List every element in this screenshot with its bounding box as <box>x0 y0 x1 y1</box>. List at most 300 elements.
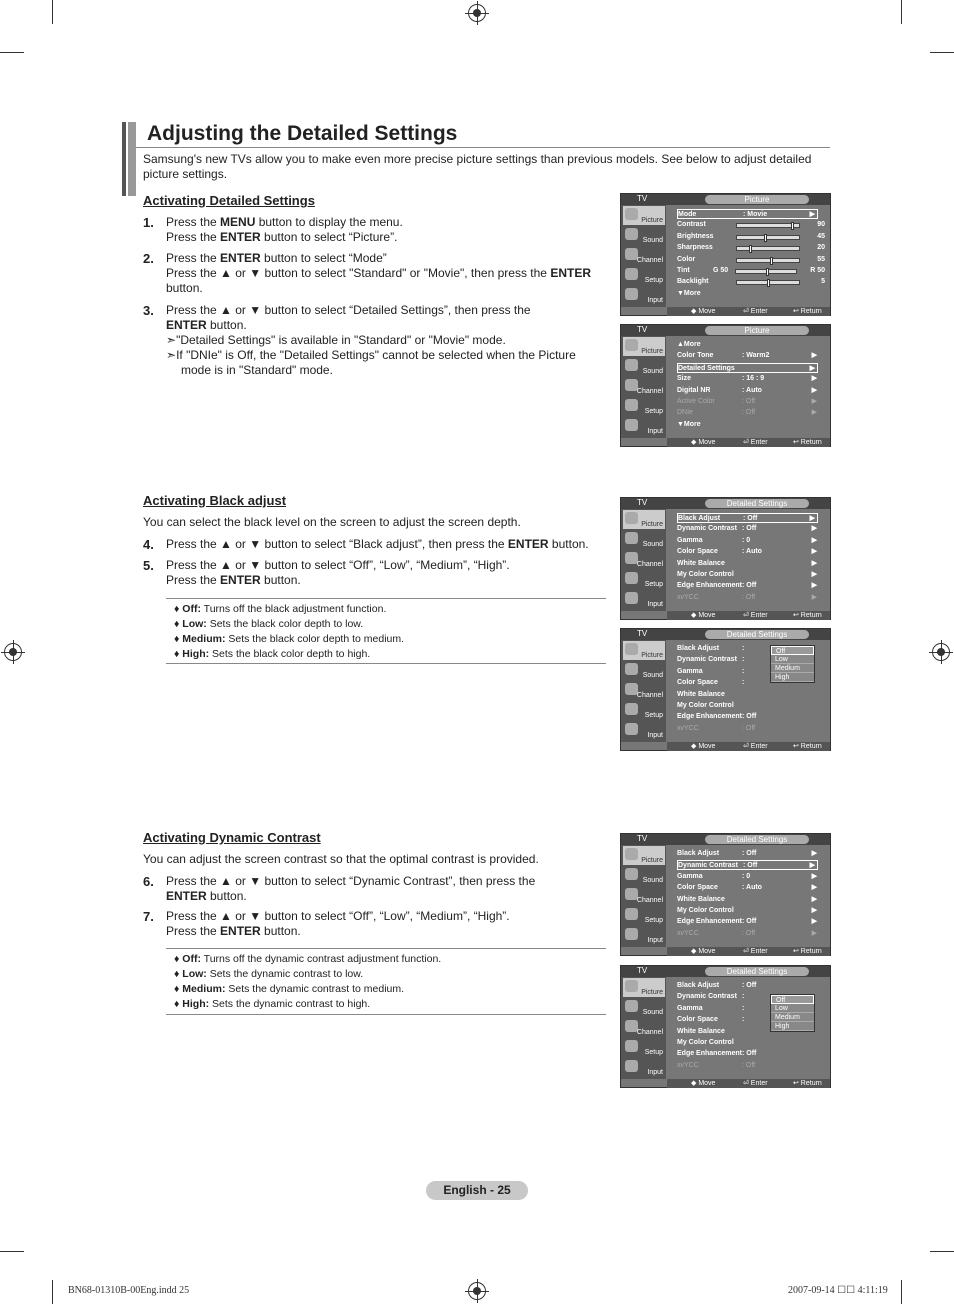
osd-row-label: Dynamic Contrast <box>677 656 737 664</box>
osd-row-value: : Off <box>743 515 758 522</box>
osd-row-value: : Off <box>742 398 756 405</box>
osd-row-label: Dynamic Contrast <box>677 525 737 533</box>
osd-sidebar-label: Input <box>647 297 663 304</box>
osd-row-arrow: ▶ <box>811 850 817 857</box>
osd-row-label: Color <box>677 255 696 263</box>
osd-menu-body <box>667 336 830 438</box>
step-text: Press the ENTER button to select “Mode” Press the ▲ or ▼ button to select "Standard" or "Movie", then press the ENTER button. <box>166 251 591 295</box>
step-number: 3. <box>143 303 154 318</box>
osd-tv-label: TV <box>637 966 648 975</box>
osd-popup-option: Off <box>771 646 814 655</box>
osd-row-value: : Auto <box>742 548 762 556</box>
osd-menu-row <box>677 397 827 407</box>
osd-row-label: ▲More <box>677 341 701 348</box>
osd-title-bar <box>621 629 830 640</box>
osd-row-value: : <box>742 993 745 1001</box>
osd-slider-knob <box>767 279 770 287</box>
osd-menu-row <box>677 266 827 276</box>
osd-popup-option: Low <box>771 655 814 664</box>
osd-row-label: Backlight <box>677 278 709 286</box>
osd-sidebar-label: Channel <box>636 388 663 395</box>
osd-row-label: Tint <box>677 267 690 274</box>
osd-sidebar-item <box>623 1038 665 1057</box>
osd-row-value: : Off <box>742 1061 756 1069</box>
osd-title-bar <box>621 325 830 336</box>
osd-slider <box>736 258 800 263</box>
osd-popup-option: Medium <box>771 1013 814 1022</box>
osd-return-hint: ↩ Return <box>793 612 822 619</box>
step-number: 4. <box>143 537 154 552</box>
osd-sidebar-label: Input <box>647 601 663 608</box>
osd-sidebar-item <box>623 550 665 569</box>
osd-menu-caption: Detailed Settings <box>705 630 809 639</box>
osd-row-label: xvYCC <box>677 593 699 601</box>
osd-row-label: Edge Enhancement <box>677 1050 742 1058</box>
osd-row-label: xvYCC <box>677 929 699 937</box>
osd-menu-row <box>677 243 827 253</box>
osd-sidebar-item <box>623 906 665 925</box>
page-number: English - 25 <box>426 1181 528 1200</box>
osd-enter-hint: ⏎ Enter <box>743 439 768 446</box>
osd-sidebar-label: Sound <box>642 877 663 884</box>
osd-tv-label: TV <box>637 325 648 334</box>
osd-menu-row <box>677 363 818 373</box>
osd-menu-row <box>677 981 827 991</box>
osd-row-label: Edge Enhancement <box>677 713 742 721</box>
osd-row-arrow: ▶ <box>809 515 815 522</box>
osd-tv-label: TV <box>637 629 648 638</box>
osd-enter-hint: ⏎ Enter <box>743 308 768 315</box>
osd-row-value: : Off <box>742 593 756 601</box>
osd-row-label: Gamma <box>677 872 703 880</box>
registration-mark-right <box>932 643 950 661</box>
setup-icon <box>625 268 638 280</box>
osd-row-label: Contrast <box>677 221 706 229</box>
osd-bottom-bar <box>667 1079 830 1088</box>
osd-title-bar <box>621 966 830 977</box>
osd-row-arrow: ▶ <box>811 582 817 590</box>
osd-sidebar-item <box>623 246 665 265</box>
osd-row-label: ▼More <box>677 420 701 428</box>
osd-sidebar-item <box>623 570 665 589</box>
osd-bottom-bar <box>667 438 830 447</box>
osd-row-value: : Off <box>742 1050 757 1058</box>
osd-sidebar-item <box>623 978 665 997</box>
osd-menu-row <box>677 895 827 905</box>
osd-move-hint: ◆ Move <box>691 948 716 955</box>
osd-menu-row <box>677 420 827 430</box>
step-number: 7. <box>143 909 154 924</box>
footer-date: 2007-09-14 ☐☐ 4:11:19 <box>788 1285 888 1296</box>
osd-row-value: : <box>742 667 745 675</box>
osd-row-label: Black Adjust <box>677 645 720 652</box>
footer-filename: BN68-01310B-00Eng.indd 25 <box>68 1285 190 1296</box>
step-text: Press the MENU button to display the menu. Press the ENTER button to select “Picture”. <box>166 215 403 244</box>
osd-row-arrow: ▶ <box>811 398 817 405</box>
osd-sidebar-label: Setup <box>644 917 663 924</box>
picture-icon <box>625 643 638 655</box>
osd-row-label: Active Color <box>677 398 715 405</box>
osd-row-arrow: ▶ <box>809 211 815 218</box>
osd-popup-option: Low <box>771 1004 814 1013</box>
osd-sidebar-item <box>623 357 665 376</box>
intro-text: Samsung's new TVs allow you to make even more precise picture settings than previous models. See below to adjust detailed picture settings. <box>143 152 812 181</box>
osd-row-label: White Balance <box>677 1027 725 1035</box>
osd-sidebar-item <box>623 337 665 356</box>
osd-row-arrow: ▶ <box>811 536 817 544</box>
osd-tv-label: TV <box>637 194 648 203</box>
osd-return-hint: ↩ Return <box>793 1080 822 1087</box>
osd-menu-row <box>677 712 827 722</box>
registration-mark-top <box>468 4 486 22</box>
osd-row-value: : Off <box>742 929 756 937</box>
input-icon <box>625 723 638 735</box>
osd-row-value: : 0 <box>742 536 751 544</box>
osd-menu-caption: Picture <box>705 195 809 204</box>
osd-slider-knob <box>749 245 752 253</box>
osd-slider-value: 5 <box>821 278 825 286</box>
title-divider <box>136 147 830 148</box>
osd-row-arrow: ▶ <box>811 559 817 567</box>
osd-row-value: : <box>742 1016 745 1024</box>
osd-sidebar-label: Channel <box>636 897 663 904</box>
osd-sidebar-label: Picture <box>641 989 663 996</box>
osd-menu-row <box>677 351 827 361</box>
step-number: 6. <box>143 874 154 889</box>
osd-menu-row <box>677 570 827 580</box>
osd-row-label: Mode <box>678 211 697 218</box>
osd-row-label: Gamma <box>677 667 703 675</box>
osd-sidebar <box>621 977 666 1079</box>
osd-sidebar <box>621 336 666 438</box>
osd-move-hint: ◆ Move <box>691 743 716 750</box>
page-title: Adjusting the Detailed Settings <box>147 122 458 145</box>
osd-row-label: Gamma <box>677 536 703 544</box>
osd-return-hint: ↩ Return <box>793 439 822 446</box>
picture-icon <box>625 512 638 524</box>
osd-menu-caption: Detailed Settings <box>705 967 809 976</box>
osd-title-bar <box>621 498 830 509</box>
osd-row-value: : Warm2 <box>742 352 770 360</box>
osd-row-label: Sharpness <box>677 244 713 252</box>
osd-row-value: : <box>742 679 745 687</box>
osd-dynamic-contrast-popup <box>620 965 831 1088</box>
osd-menu-row <box>677 536 827 546</box>
osd-menu-row <box>677 860 818 870</box>
notes-dynamic-contrast: ♦ Off: Turns off the dynamic contrast adjustment function. ♦ Low: Sets the dynamic contrast to low. ♦ Medium: Sets the dynamic contrast to medium. ♦ High: Sets the dynamic contrast to high. <box>166 948 606 1015</box>
osd-sidebar-label: Sound <box>642 672 663 679</box>
osd-sidebar-label: Input <box>647 1069 663 1076</box>
sound-icon <box>625 228 638 240</box>
osd-menu-row <box>677 255 827 265</box>
section-intro: You can select the black level on the screen to adjust the screen depth. <box>143 515 521 529</box>
picture-icon <box>625 848 638 860</box>
step-number: 2. <box>143 251 154 266</box>
step-text: Press the ▲ or ▼ button to select “Off”, “Low”, “Medium”, “High”. Press the ENTER button. <box>166 558 510 587</box>
osd-popup-option: Medium <box>771 664 814 673</box>
osd-sidebar-label: Setup <box>644 277 663 284</box>
osd-picture-menu <box>620 193 831 316</box>
osd-row-label: Edge Enhancement <box>677 918 742 926</box>
osd-row-value: : Off <box>742 525 757 533</box>
osd-enter-hint: ⏎ Enter <box>743 743 768 750</box>
osd-row-arrow: ▶ <box>811 918 817 926</box>
osd-row-arrow: ▶ <box>811 352 817 360</box>
osd-sidebar-label: Sound <box>642 541 663 548</box>
osd-sidebar-label: Sound <box>642 237 663 244</box>
osd-sidebar-label: Channel <box>636 692 663 699</box>
osd-sidebar-item <box>623 641 665 660</box>
osd-menu-row <box>677 701 827 711</box>
notes-black-adjust: ♦ Off: Turns off the black adjustment function. ♦ Low: Sets the black color depth to low. ♦ Medium: Sets the black color depth to medium. ♦ High: Sets the black color depth to high. <box>166 598 606 664</box>
osd-bottom-bar <box>667 947 830 956</box>
osd-menu-caption: Picture <box>705 326 809 335</box>
osd-slider-knob <box>766 268 769 276</box>
osd-row-value: : Off <box>742 918 757 926</box>
osd-slider <box>736 223 800 228</box>
osd-sidebar <box>621 845 666 947</box>
registration-mark-left <box>4 643 22 661</box>
osd-menu-row <box>677 1061 827 1071</box>
osd-menu-row <box>677 547 827 557</box>
osd-sidebar-item <box>623 926 665 945</box>
osd-row-label: xvYCC <box>677 1061 699 1069</box>
osd-menu-row <box>677 386 827 396</box>
osd-row-label: Detailed Settings <box>678 364 735 372</box>
osd-menu-row <box>677 277 827 287</box>
osd-slider-value: 90 <box>817 221 825 229</box>
osd-row-value: : Off <box>743 862 758 870</box>
osd-row-label: Color Tone <box>677 352 714 360</box>
osd-sidebar-item <box>623 417 665 436</box>
osd-detailed-settings-dynamic <box>620 833 831 956</box>
osd-sidebar-item <box>623 886 665 905</box>
osd-title-bar <box>621 194 830 205</box>
osd-menu-row <box>677 209 818 219</box>
step-number: 5. <box>143 558 154 573</box>
osd-menu-row <box>677 220 827 230</box>
osd-sidebar-label: Picture <box>641 348 663 355</box>
osd-row-arrow: ▶ <box>811 593 817 601</box>
osd-row-label: Color Space <box>677 1016 718 1024</box>
osd-bottom-bar <box>667 307 830 316</box>
osd-menu-row <box>677 232 827 242</box>
osd-menu-row <box>677 849 827 859</box>
osd-menu-body <box>667 977 830 1079</box>
osd-return-hint: ↩ Return <box>793 743 822 750</box>
osd-sidebar-label: Setup <box>644 1049 663 1056</box>
osd-menu-row <box>677 1049 827 1059</box>
osd-row-value: : Off <box>742 850 757 857</box>
sound-icon <box>625 663 638 675</box>
osd-row-arrow: ▶ <box>811 571 817 578</box>
osd-tint-g: G 50 <box>713 267 729 274</box>
osd-slider-value: 45 <box>817 232 825 240</box>
osd-sidebar-label: Picture <box>641 857 663 864</box>
osd-popup-option: High <box>771 673 814 682</box>
registration-mark-bottom <box>468 1282 486 1300</box>
osd-move-hint: ◆ Move <box>691 439 716 446</box>
osd-sidebar-item <box>623 286 665 305</box>
step-text: Press the ▲ or ▼ button to select “Dynamic Contrast”, then press the ENTER button. <box>166 874 536 903</box>
osd-sidebar <box>621 205 666 307</box>
osd-popup-option: Off <box>771 995 814 1004</box>
osd-move-hint: ◆ Move <box>691 612 716 619</box>
osd-sidebar-label: Setup <box>644 581 663 588</box>
sound-icon <box>625 868 638 880</box>
osd-menu-row <box>677 408 827 418</box>
osd-row-label: Black Adjust <box>677 982 720 989</box>
osd-slider-value: 20 <box>817 244 825 252</box>
osd-slider <box>736 246 800 251</box>
osd-row-arrow: ▶ <box>811 895 817 903</box>
osd-row-arrow: ▶ <box>811 525 817 533</box>
setup-icon <box>625 572 638 584</box>
input-icon <box>625 288 638 300</box>
osd-row-arrow: ▶ <box>811 409 817 417</box>
osd-row-label: Edge Enhancement <box>677 582 742 590</box>
section-intro: You can adjust the screen contrast so that the optimal contrast is provided. <box>143 852 539 866</box>
osd-menu-row <box>677 906 827 916</box>
osd-sidebar-item <box>623 998 665 1017</box>
osd-menu-row <box>677 917 827 927</box>
setup-icon <box>625 399 638 411</box>
osd-row-label: Dynamic Contrast <box>678 862 738 870</box>
osd-menu-row <box>677 559 827 569</box>
osd-sidebar-item <box>623 266 665 285</box>
osd-sidebar-item <box>623 530 665 549</box>
osd-row-value: : Off <box>742 409 756 417</box>
osd-row-label: Black Adjust <box>678 515 721 522</box>
osd-menu-row <box>677 872 827 882</box>
input-icon <box>625 928 638 940</box>
osd-menu-row <box>677 1038 827 1048</box>
picture-icon <box>625 208 638 220</box>
osd-sidebar-item <box>623 397 665 416</box>
osd-menu-row <box>677 690 827 700</box>
osd-title-bar <box>621 834 830 845</box>
osd-row-arrow: ▶ <box>809 364 815 372</box>
osd-menu-body <box>667 845 830 947</box>
osd-menu-body <box>667 205 830 307</box>
picture-icon <box>625 339 638 351</box>
osd-sidebar-item <box>623 846 665 865</box>
osd-return-hint: ↩ Return <box>793 948 822 955</box>
sound-icon <box>625 532 638 544</box>
osd-sidebar <box>621 509 666 611</box>
osd-row-label: Color Space <box>677 548 718 556</box>
osd-row-value: : Off <box>742 713 757 721</box>
osd-row-value: : 0 <box>742 872 751 880</box>
osd-row-label: Brightness <box>677 232 714 240</box>
osd-menu-row <box>677 374 827 384</box>
osd-row-value: : Auto <box>742 884 762 892</box>
osd-row-arrow: ▶ <box>811 929 817 937</box>
setup-icon <box>625 1040 638 1052</box>
osd-slider <box>736 280 800 285</box>
osd-sidebar-item <box>623 590 665 609</box>
osd-option-popup <box>770 994 815 1032</box>
osd-sidebar-item <box>623 701 665 720</box>
osd-slider-value: R 50 <box>810 267 825 274</box>
osd-sidebar-label: Picture <box>641 217 663 224</box>
osd-row-arrow: ▶ <box>811 548 817 556</box>
osd-sidebar-label: Channel <box>636 1029 663 1036</box>
input-icon <box>625 419 638 431</box>
osd-sidebar-label: Picture <box>641 521 663 528</box>
osd-row-label: White Balance <box>677 559 725 567</box>
osd-row-label: Gamma <box>677 1004 703 1012</box>
osd-enter-hint: ⏎ Enter <box>743 612 768 619</box>
step-text: Press the ▲ or ▼ button to select “Black adjust”, then press the ENTER button. <box>166 537 589 551</box>
osd-row-label: White Balance <box>677 690 725 698</box>
osd-sidebar-label: Sound <box>642 1009 663 1016</box>
osd-menu-body <box>667 509 830 611</box>
osd-row-value: : Off <box>742 724 756 732</box>
section-heading-detailed: Activating Detailed Settings <box>143 193 315 208</box>
osd-menu-row <box>677 340 827 350</box>
osd-row-label: Digital NR <box>677 386 711 394</box>
osd-row-value: : Auto <box>742 386 762 394</box>
osd-slider-value: 55 <box>817 255 825 263</box>
osd-tv-label: TV <box>637 834 648 843</box>
osd-row-arrow: ▶ <box>811 375 817 383</box>
osd-row-value: : Movie <box>743 211 768 218</box>
osd-row-label: My Color Control <box>677 907 734 914</box>
osd-sidebar-label: Picture <box>641 652 663 659</box>
osd-menu-row <box>677 883 827 893</box>
section-heading-black-adjust: Activating Black adjust <box>143 493 287 508</box>
section-heading-dynamic-contrast: Activating Dynamic Contrast <box>143 830 321 845</box>
osd-row-label: My Color Control <box>677 702 734 709</box>
osd-slider-knob <box>791 222 794 230</box>
osd-row-label: DNIe <box>677 409 693 417</box>
osd-slider-knob <box>764 234 767 242</box>
osd-menu-row <box>677 581 827 591</box>
osd-sidebar-label: Input <box>647 732 663 739</box>
step-number: 1. <box>143 215 154 230</box>
osd-menu-caption: Detailed Settings <box>705 835 809 844</box>
osd-row-label: Size <box>677 375 692 383</box>
osd-menu-body <box>667 640 830 742</box>
osd-row-value: : Off <box>742 982 757 989</box>
osd-sidebar-item <box>623 510 665 529</box>
step-text: Press the ▲ or ▼ button to select “Detailed Settings”, then press the ENTER button. ➣"Detailed Settings" is available in "Standard" or "Movie" mode. ➣If "DNIe" is Off, the "Detailed Settings" cannot be selected when the Picture mode is in "Standard" mode. <box>166 303 576 377</box>
osd-sidebar-label: Input <box>647 428 663 435</box>
osd-menu-row <box>677 593 827 603</box>
input-icon <box>625 1060 638 1072</box>
osd-sidebar-item <box>623 681 665 700</box>
osd-row-value: : <box>742 1004 745 1012</box>
osd-menu-row <box>677 513 818 523</box>
osd-slider-knob <box>770 257 773 265</box>
osd-enter-hint: ⏎ Enter <box>743 948 768 955</box>
osd-row-label: Dynamic Contrast <box>677 993 737 1001</box>
osd-enter-hint: ⏎ Enter <box>743 1080 768 1087</box>
osd-menu-row <box>677 289 827 299</box>
osd-row-value: : 16 : 9 <box>742 375 765 383</box>
osd-sidebar-label: Channel <box>636 561 663 568</box>
osd-sidebar-item <box>623 206 665 225</box>
osd-move-hint: ◆ Move <box>691 1080 716 1087</box>
osd-sidebar-item <box>623 226 665 245</box>
osd-row-label: Color Space <box>677 884 718 892</box>
setup-icon <box>625 703 638 715</box>
osd-row-label: xvYCC <box>677 724 699 732</box>
osd-sidebar-item <box>623 866 665 885</box>
osd-row-label: My Color Control <box>677 571 734 578</box>
osd-sidebar-item <box>623 721 665 740</box>
